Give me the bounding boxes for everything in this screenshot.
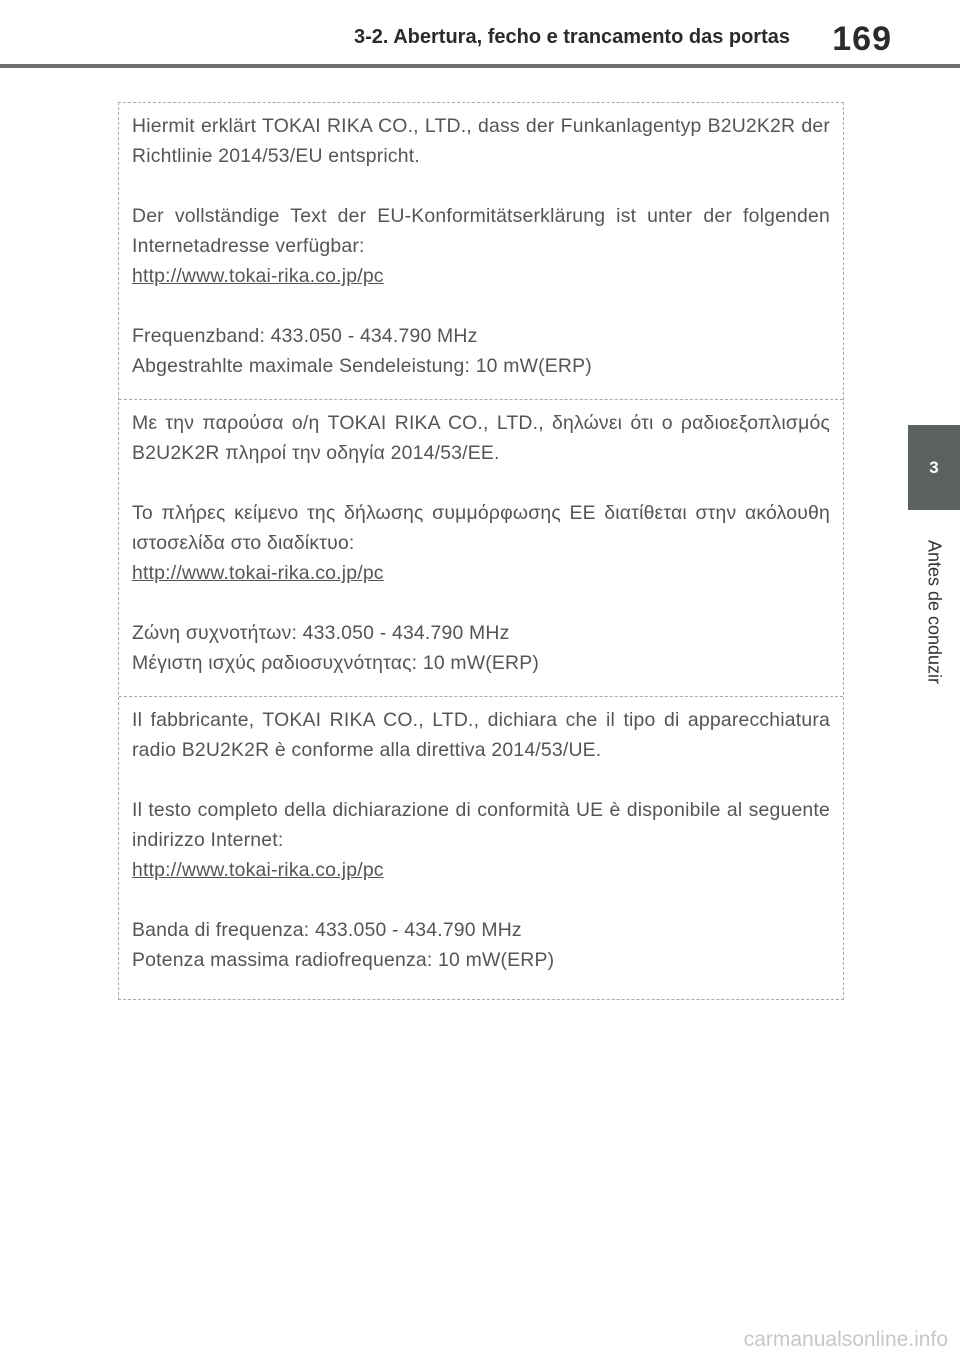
declaration-link[interactable]: http://www.tokai-rika.co.jp/pc xyxy=(132,562,384,584)
declaration-section-italian xyxy=(119,697,843,999)
declaration-section-greek xyxy=(119,400,843,697)
frequency-band: Frequenzband: 433.050 - 434.790 MHz xyxy=(132,325,478,347)
chapter-tab[interactable] xyxy=(908,425,960,510)
max-power: Potenza massima radiofrequenza: 10 mW(ERP) xyxy=(132,949,555,971)
frequency-band: Banda di frequenza: 433.050 - 434.790 MHz xyxy=(132,919,522,941)
declaration-link[interactable]: http://www.tokai-rika.co.jp/pc xyxy=(132,859,384,881)
declaration-text: Με την παρούσα ο/η TOKAI RIKA CO., LTD., δηλώνει ότι ο ραδιοεξοπλισμός B2U2K2R πληροί την οδηγία 2014/53/ΕΕ. xyxy=(132,412,830,464)
declaration-text: Hiermit erklärt TOKAI RIKA CO., LTD., dass der Funkanlagentyp B2U2K2R der Richtlinie 2014/53/EU entspricht. xyxy=(132,115,830,167)
declaration-text: Il fabbricante, TOKAI RIKA CO., LTD., dichiara che il tipo di apparecchiatura radio B2U2K2R è conforme alla direttiva 2014/53/UE. xyxy=(132,709,830,761)
watermark: carmanualsonline.info xyxy=(743,1328,948,1351)
page-number: 169 xyxy=(832,20,892,58)
declaration-section-german xyxy=(119,103,843,400)
frequency-band: Ζώνη συχνοτήτων: 433.050 - 434.790 MHz xyxy=(132,622,510,644)
chapter-number: 3 xyxy=(929,457,939,477)
availability-text: Il testo completo della dichiarazione di conformità UE è disponibile al seguente indirizzo Internet: xyxy=(132,799,830,851)
availability-text: Der vollständige Text der EU-Konformitätserklärung ist unter der folgenden Internetadresse verfügbar: xyxy=(132,205,830,257)
chapter-label: Antes de conduzir xyxy=(924,539,945,685)
max-power: Abgestrahlte maximale Sendeleistung: 10 mW(ERP) xyxy=(132,355,592,377)
header-divider xyxy=(0,64,960,68)
conformity-declarations xyxy=(118,102,844,1000)
availability-text: Το πλήρες κείμενο της δήλωσης συμμόρφωσης ΕΕ διατίθεται στην ακόλουθη ιστοσελίδα στο διαδίκτυο: xyxy=(132,502,830,554)
max-power: Μέγιστη ισχύς ραδιοσυχνότητας: 10 mW(ERP) xyxy=(132,652,540,674)
section-title: 3-2. Abertura, fecho e trancamento das portas xyxy=(353,26,790,48)
declaration-link[interactable]: http://www.tokai-rika.co.jp/pc xyxy=(132,265,384,287)
